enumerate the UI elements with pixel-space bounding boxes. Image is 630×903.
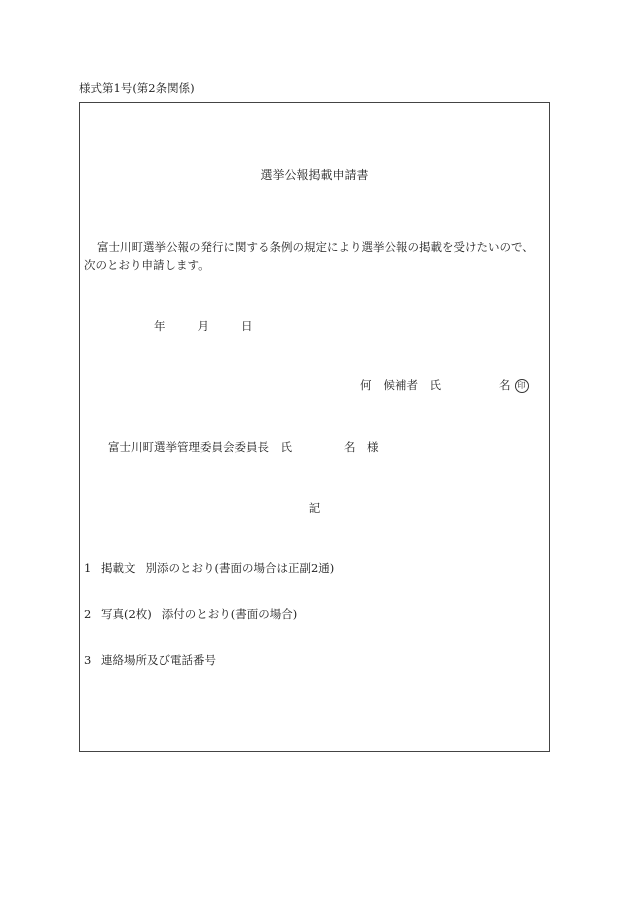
item-label: 掲載文	[101, 561, 136, 575]
addressee-line	[108, 439, 379, 455]
document-title: 選挙公報掲載申請書	[260, 168, 369, 182]
date-line	[154, 318, 257, 334]
application-form-frame	[79, 102, 550, 752]
item-value: 添付のとおり(書面の場合)	[161, 607, 298, 621]
list-item	[84, 606, 297, 622]
item-label: 写真(2枚)	[101, 607, 152, 621]
form-number-label: 様式第1号(第2条関係)	[79, 81, 195, 95]
month-label: 月	[197, 319, 209, 333]
addressee-text: 富士川町選挙管理委員会委員長 氏	[108, 440, 292, 454]
seal-mark: 印	[515, 379, 529, 393]
year-label: 年	[154, 319, 166, 333]
day-label: 日	[241, 319, 253, 333]
candidate-name-label: 候補者 氏	[383, 378, 441, 392]
applicant-prefix: 何	[360, 378, 372, 392]
item-label: 連絡場所及び電話番号	[101, 653, 216, 667]
application-statement: 富士川町選挙公報の発行に関する条例の規定により選挙公報の掲載を受けたいので、次のとおり申請します。	[84, 240, 534, 272]
applicant-line	[360, 377, 529, 393]
item-value: 別添のとおり(書面の場合は正副2通)	[145, 561, 335, 575]
ki-heading: 記	[308, 501, 321, 515]
list-item	[84, 560, 334, 576]
name-label: 名	[499, 378, 511, 392]
item-number: 1	[84, 561, 92, 575]
item-number: 2	[84, 607, 92, 621]
addressee-name-label: 名 様	[344, 440, 379, 454]
list-item	[84, 652, 226, 668]
item-number: 3	[84, 653, 92, 667]
